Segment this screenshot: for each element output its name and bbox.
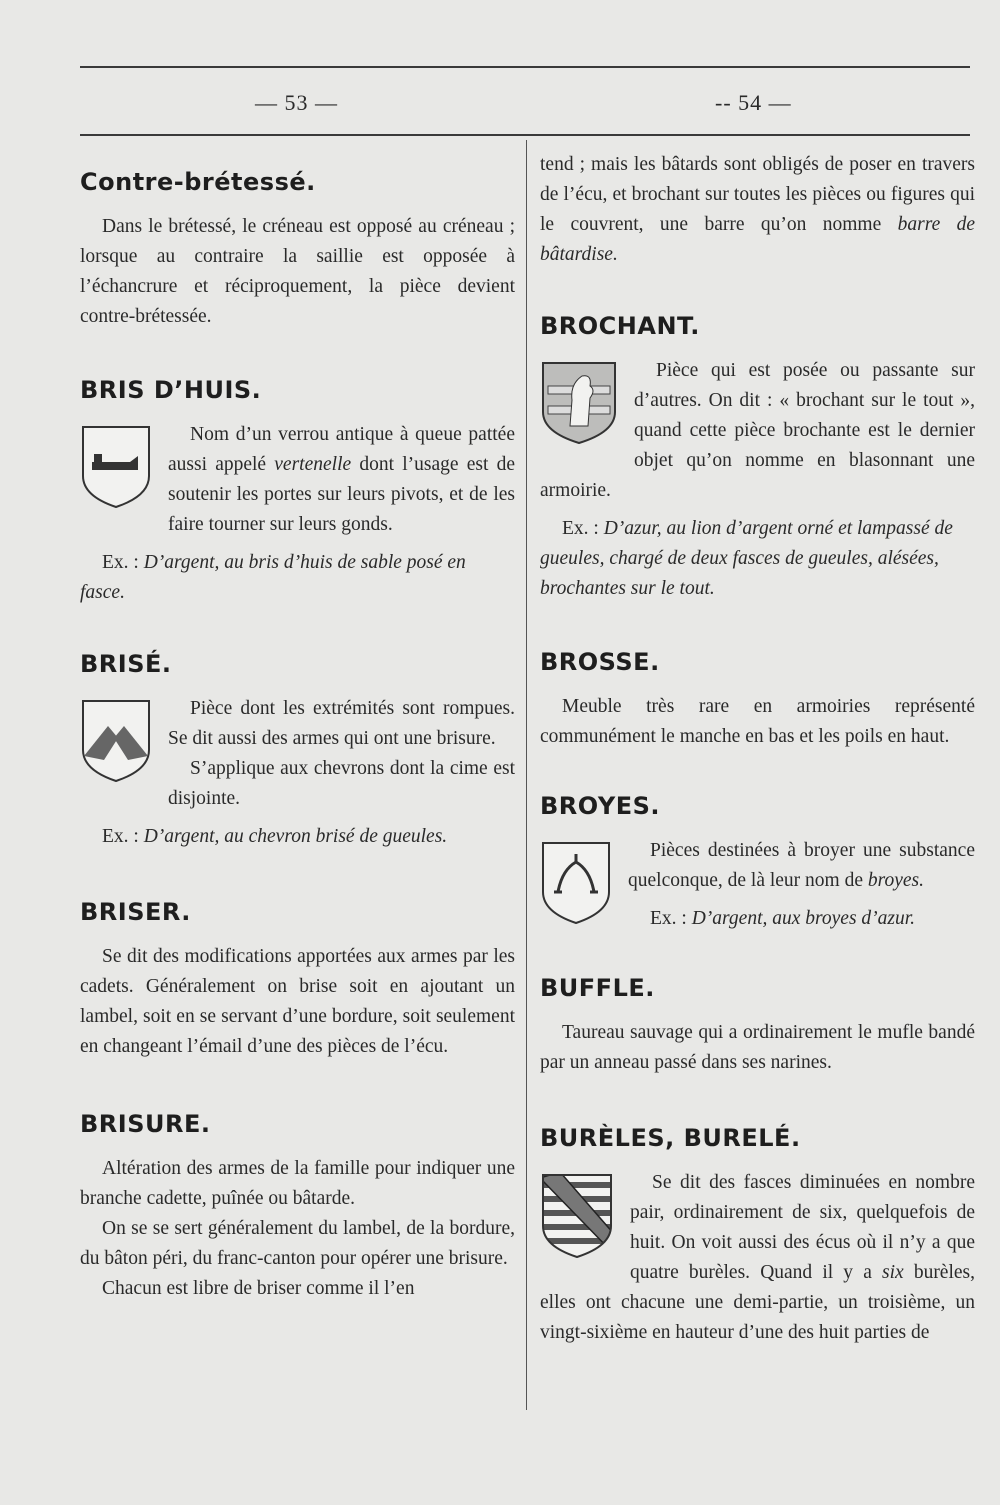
top-rule [80,66,970,68]
broken-chevron-shield-icon [80,698,152,784]
entry-example: Ex. : D’azur, au lion d’argent orné et lampassé de gueules, chargé de deux fasces de gueules, alésées, brochantes sur le tout. [540,518,953,599]
entry-brochant [540,312,975,604]
entry-title: BUFFLE. [540,974,655,1002]
entry-text-2: S’applique aux chevrons dont la cime est disjointe. [168,758,515,809]
entry-title: BROSSE. [540,648,660,676]
burele-shield-icon [540,1172,614,1260]
entry-title: BROYES. [540,792,660,820]
entry-briser [80,898,515,1062]
entry-title: BRISURE. [80,1110,211,1138]
entry-text: Nom d’un verrou antique à queue pattée aussi appelé vertenelle dont l’usage est de soutenir les portes sur leurs pivots, et de les faire tourner sur leurs gonds. [168,424,515,535]
entry-brise [80,650,515,852]
entry-text: Pièces destinées à broyer une substance quelconque, de là leur nom de broyes. [628,840,975,891]
entry-title: BRISER. [80,898,191,926]
entry-text: Pièce dont les extrémités sont rompues. Se dit aussi des armes qui ont une brisure. [168,698,515,749]
entry-title: Contre-brétessé. [80,168,316,196]
left-page-number: — 53 — [255,90,338,115]
entry-text: Altération des armes de la famille pour indiquer une branche cadette, puînée ou bâtarde. [80,1158,515,1209]
entry-text: Taureau sauvage qui a ordinairement le mufle bandé par un anneau passé dans ses narines. [540,1022,975,1073]
entry-bris-dhuis [80,376,515,608]
entry-bureles [540,1124,975,1348]
entry-text: Dans le brétessé, le créneau est opposé au créneau ; lorsque au contraire la saillie est opposée à l’échancrure et réciproquement, la pièce devient contre-brétessée. [80,216,515,327]
entry-contre-bretesse [80,168,515,332]
right-column [540,150,975,1348]
header-rule [80,134,970,136]
column-divider [526,140,527,1410]
entry-title: BRISÉ. [80,650,172,678]
entry-text: tend ; mais les bâtards sont obligés de poser en travers de l’écu, et brochant sur toutes les pièces ou figures qui le couvrent, une barre qu’on nomme barre de bâtardise. [540,154,975,265]
entry-example: Ex. : D’argent, au bris d’huis de sable posé en fasce. [80,552,466,603]
entry-continuation [540,150,975,270]
entry-title: BURÈLES, BURELÉ. [540,1124,801,1152]
entry-brosse [540,648,975,752]
entry-title: BRIS D’HUIS. [80,376,262,404]
left-column [80,150,515,1304]
entry-buffle [540,974,975,1078]
entry-text-2: On se se sert généralement du lambel, de la bordure, du bâton péri, du franc-canton pour opérer une brisure. [80,1218,515,1269]
entry-broyes [540,792,975,934]
entry-example: Ex. : D’argent, aux broyes d’azur. [650,908,916,929]
entry-text: Pièce qui est posée ou passante sur d’autres. On dit : « brochant sur le tout », quand cette pièce brochante est le dernier objet qu’on nomme en blasonnant une armoirie. [540,360,975,501]
broyes-shield-icon [540,840,612,926]
right-page-number: -- 54 — [715,90,792,115]
door-hinge-shield-icon [80,424,152,510]
entry-text-3: Chacun est libre de briser comme il l’en [102,1278,415,1299]
entry-example: Ex. : D’argent, au chevron brisé de gueules. [102,826,448,847]
entry-text: Se dit des fasces diminuées en nombre pair, ordinairement de six, quelquefois de huit. On voit aussi des écus où il n’y a que quatre burèles. Quand il y a six burèles, elles ont chacune une demi-partie, un troisième, un vingt-sixième en hauteur d’une des huit parties de [540,1172,975,1343]
entry-title: BROCHANT. [540,312,700,340]
lion-fesses-shield-icon [540,360,618,446]
entry-text: Meuble très rare en armoiries représenté communément le manche en bas et les poils en haut. [540,696,975,747]
entry-brisure [80,1110,515,1304]
entry-text: Se dit des modifications apportées aux armes par les cadets. Généralement on brise soit en ajoutant un lambel, soit en se servant d’une bordure, soit seulement en changeant l’émail d’une des pièces de l’écu. [80,946,515,1057]
